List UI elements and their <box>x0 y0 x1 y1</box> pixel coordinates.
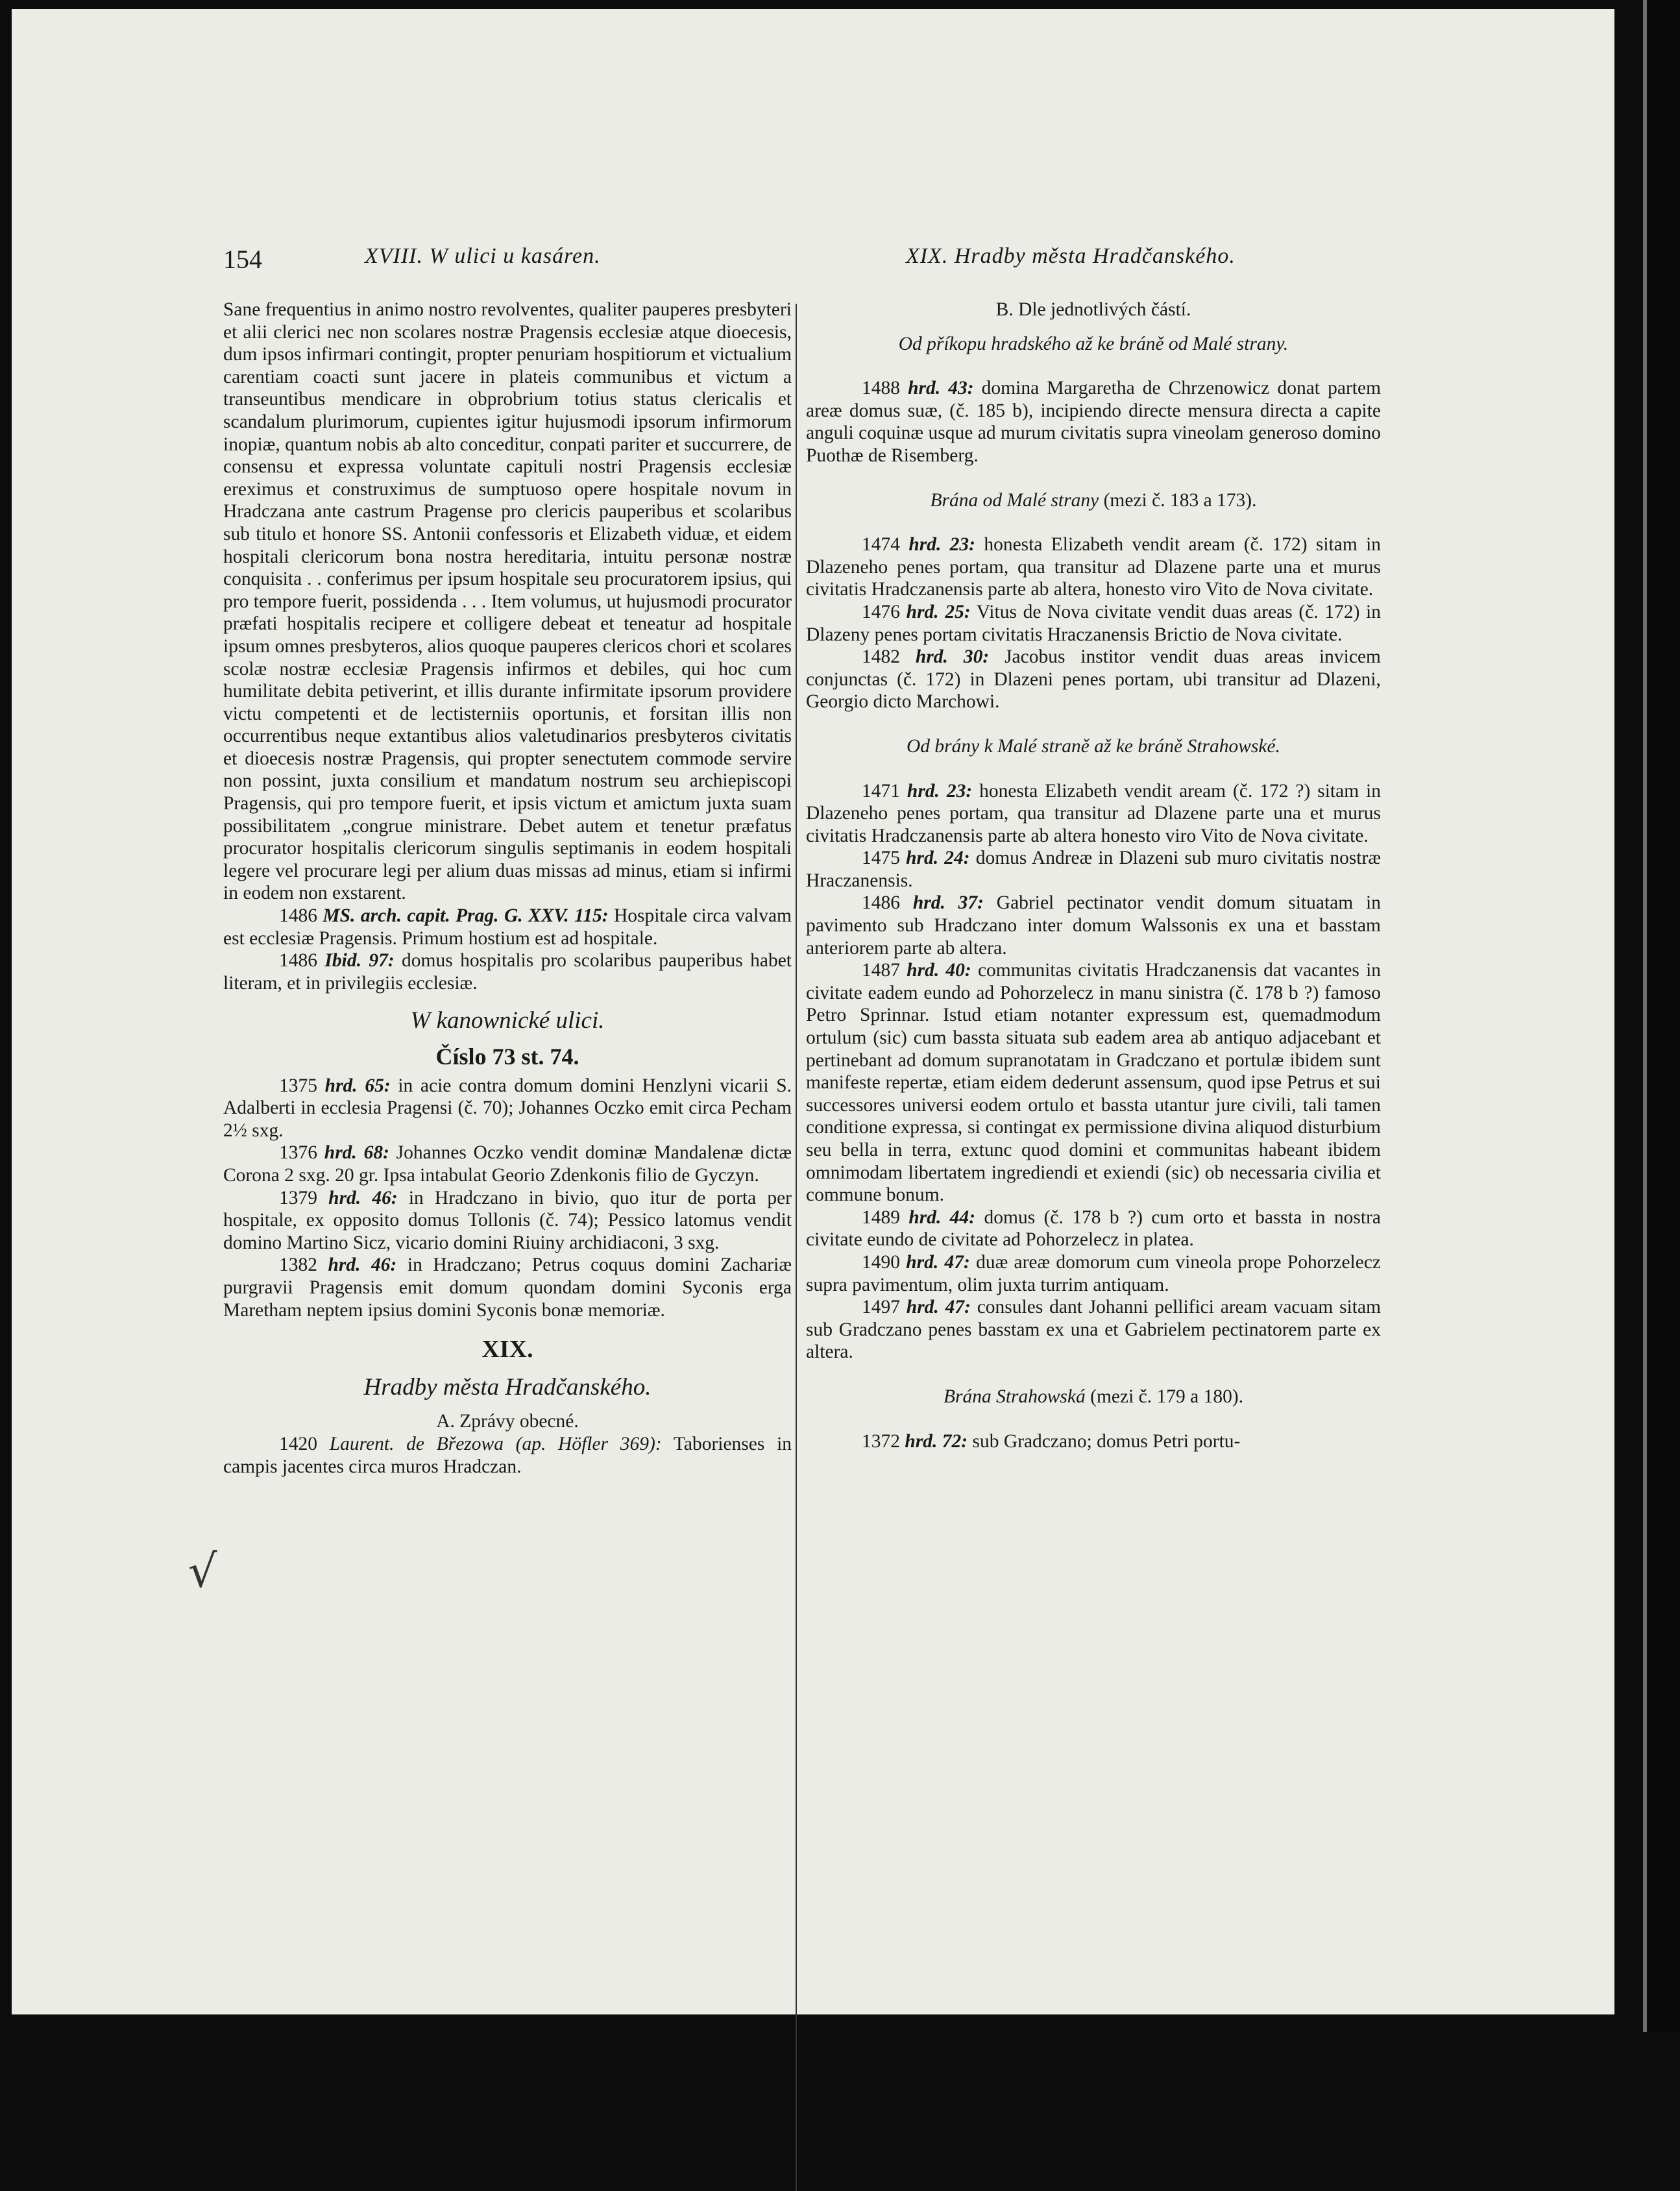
entry-text: Taborienses in campis jacentes circa muros Hradczan. <box>223 1433 792 1477</box>
entry-source: Laurent. de Březowa (ap. Höfler 369): <box>329 1433 662 1454</box>
running-head-left: XVIII. W ulici u kasáren. <box>365 244 601 268</box>
house-number-heading: Číslo 73 st. 74. <box>435 1044 579 1070</box>
entry-text: sub Gradczano; domus Petri portu- <box>972 1430 1241 1452</box>
entry-year: 1486 <box>862 892 900 914</box>
gate-heading-2 <box>806 1386 1381 1408</box>
entry-text: honesta Elizabeth vendit aream (č. 172 ?) sitam in Dlazeneho penes portam, qua transitur ad Dlazene parte una et murus civitatis Hradczanensis parte ab altera honesto viro Vito de Nova civitate. <box>806 780 1382 846</box>
entry-source: Ibid. 97: <box>324 950 395 972</box>
pencil-check-mark-icon: √ <box>188 1545 217 1598</box>
entry-text: in acie contra domum domini Henzlyni vicarii S. Adalberti in ecclesia Pragensi (č. 70); Johannes Oczko emit circa Pecham 2½ sxg. <box>223 1075 792 1141</box>
gate-name: Brána od Malé strany <box>930 489 1099 511</box>
entry-1375 <box>223 1075 792 1142</box>
entry-source: hrd. 43: <box>908 378 974 399</box>
entry-source: hrd. 46: <box>328 1255 397 1276</box>
subsection-b: B. Dle jednotlivých částí. <box>995 299 1191 320</box>
entry-year: 1497 <box>862 1297 900 1318</box>
entry-1376 <box>223 1142 792 1186</box>
entry-1379 <box>223 1187 792 1255</box>
entry-year: 1486 <box>279 950 317 972</box>
charter-paragraph: Sane frequentius in animo nostro revolventes, qualiter pauperes presbyteri et alii clerici nec non scolares nostræ Pragensis ecclesiæ atque dioecesis, dum ipsos infirmari contingit, propter penuriam hospitiorum et victualium carentiam coacti sunt jacere in plateis communibus et victum a transeuntibus mendicare in obprobrium totius status clericalis et scandalum plurimorum, cupientes igitur hujusmodi ipsorum infirmorum inopiæ, quantum nobis ab alto conceditur, conpati pariter et succurrere, de consensu et expressa voluntate capituli nostri Pragensis ecclesiæ ereximus et construximus de sumptuoso opere hospitale novum in Hradczana ante castrum Pragense pro clericis pauperibus et scolaribus sub titulo et honore SS. Antonii confessoris et Elizabeth viduæ, et eidem hospitali clericorum bona nostra hereditaria, intuitu personæ nostræ conquisita . . conferimus per ipsum hospitale seu procuratorem ipsius, qui pro tempore fuerit, possidenda . . . Item volumus, ut hujusmodi procurator præfati hospitalis recipere et colligere debeat et teneatur ad hospitale ipsum omnes presbyteros, alios quoque pauperes clericos chori et scolares scolæ nostræ ecclesiæ Pragensis infirmos et debiles, qui hoc cum humilitate debita petiverint, et illis durante infirmitate ipsorum providere victu competenti et de lectisterniis oportunis, et forsitan illis non occurrentibus neque extantibus alios valetudinarios presbyteros civitatis et dioecesis nostræ Pragensis, qui propter senectutem commode servire non possint, juxta consilium et mandatum nostrum seu archiepiscopi Pragensis, qui pro tempore fuerit, et ipsis victum et amictum juxta suam possibilitatem „congrue ministrare. Debet autem et tenetur præfatus procurator hospitalis clericorum singulis septimanis in eodem hospitali legere vel procurare legi per alium duas missas ad minus, etiam si infirmi in eodem non exstarent. <box>223 299 792 904</box>
entry-1474 <box>806 533 1381 601</box>
entry-1486 <box>806 892 1381 959</box>
entry-text: consules dant Johanni pellifici aream vacuam sitam sub Gradczano penes basstam ex una et Gabrielem pectinatorem parte ex altera. <box>806 1297 1382 1363</box>
page-edge-strip <box>1643 0 1647 2032</box>
entry-year: 1490 <box>862 1251 900 1273</box>
entry-text: Jacobus institor vendit duas areas invicem conjunctas (č. 172) in Dlazeni penes portam, ubi transitur ad Dlazeni, Georgio dicto Marchowi. <box>806 646 1381 713</box>
entry-year: 1486 <box>279 905 317 927</box>
left-column <box>223 299 792 1478</box>
entry-1488 <box>806 377 1381 467</box>
entry-text: Johannes Oczko vendit dominæ Mandalenæ dictæ Corona 2 sxg. 20 gr. Ipsa intabulat Georio Zdenkonis filio de Gyczyn. <box>223 1142 792 1186</box>
entry-1490 <box>806 1251 1381 1296</box>
entry-text: domus Andreæ in Dlazeni sub muro civitatis nostræ Hraczanensis. <box>806 848 1382 891</box>
entry-1486b <box>223 949 792 994</box>
entry-1482 <box>806 646 1381 713</box>
section-heading-1: Od příkopu hradského až ke bráně od Malé strany. <box>898 333 1289 354</box>
entry-text: domus hospitalis pro scolaribus pauperibus habet literam, et in privilegiis ecclesiæ. <box>223 950 792 994</box>
entry-text: Hospitale circa valvam est ecclesiæ Pragensis. Primum hostium est ad hospitale. <box>223 905 792 949</box>
entry-source: hrd. 46: <box>328 1187 398 1208</box>
entry-1475 <box>806 847 1381 892</box>
entry-year: 1379 <box>279 1187 317 1208</box>
entry-1489 <box>806 1206 1381 1251</box>
page-number: 154 <box>223 245 262 274</box>
entry-text: in Hradczano; Petrus coquus domini Zachariæ purgravii Pragensis emit domum quondam domini Syconis erga Maretham neptem ipsius domini Syconis bonæ memoriæ. <box>223 1255 792 1321</box>
entry-year: 1382 <box>279 1255 317 1276</box>
entry-year: 1488 <box>862 378 900 399</box>
column-divider <box>796 304 797 2191</box>
entry-text: Gabriel pectinator vendit domum situatam in pavimento sub Hradczano inter domum Walssonis ex una et basstam anteriorem parte ab altera. <box>806 892 1381 959</box>
entry-text: communitas civitatis Hradczanensis dat vacantes in civitate eadem eundo ad Pohorzelecz in manu sinistra (č. 178 b ?) famoso Petro Sprinnar. Istud etiam notanter expressum est, quemadmodum ortulum (sic) cum bassta situata sub eadem area ab antiquo adjacebant et pertinebant ad domum supranotatam in Gradczano et portulæ ibidem sunt manifeste repertæ, etiam eidem dederunt assensum, quod ipse Petrus et sui successores universi eodem ortulo et bassta utantur jure civili, tali tamen conditione expressa, si contingat ex permissione divina aliquod disturbium seu bella in terra, extunc quod domini et communitas habeant ibidem omnimodam libertatem ingrediendi et exiendi (sic) ob necessaria civilia et commune bonum. <box>806 960 1382 1206</box>
entry-text: domina Margaretha de Chrzenowicz donat partem areæ domus suæ, (č. 185 b), incipiendo directe mensura directa a capite anguli coquinæ usque ad murum civitatis supra vineolam generoso domino Puothæ de Risemberg. <box>806 378 1382 466</box>
entry-source: hrd. 30: <box>915 646 990 668</box>
entry-source: hrd. 23: <box>908 534 975 556</box>
subsection-a: A. Zprávy obecné. <box>436 1411 579 1432</box>
right-column <box>806 299 1381 1452</box>
entry-source: MS. arch. capit. Prag. G. XXV. 115: <box>323 905 609 927</box>
entry-1497 <box>806 1296 1381 1364</box>
section-title: W kanownické ulici. <box>410 1007 605 1034</box>
entry-1471 <box>806 780 1381 848</box>
entry-text: duæ areæ domorum cum vineola prope Pohorzelecz supra pavimentum, olim juxta turrim antiquam. <box>806 1251 1382 1295</box>
entry-year: 1482 <box>862 646 900 668</box>
entry-source: hrd. 23: <box>907 780 973 802</box>
scan-border <box>1643 0 1680 2032</box>
section-heading-2: Od brány k Malé straně až ke bráně Strahowské. <box>907 735 1280 757</box>
entry-year: 1375 <box>279 1075 317 1096</box>
gate-range: (mezi č. 183 a 173). <box>1103 489 1257 511</box>
entry-year: 1489 <box>862 1206 900 1228</box>
entry-year: 1372 <box>862 1430 900 1452</box>
entry-year: 1376 <box>279 1142 317 1164</box>
entry-source: hrd. 47: <box>906 1297 971 1318</box>
entry-source: hrd. 24: <box>906 848 970 869</box>
entry-1420 <box>223 1433 792 1478</box>
entry-text: in Hradczano in bivio, quo itur de porta per hospitale, ex opposito domus Tollonis (č. 74); Pessico latomus vendit domino Martino Sicz, vicario domini Riuiny archidiaconi, 3 sxg. <box>223 1187 792 1253</box>
entry-year: 1475 <box>862 848 900 869</box>
entry-source: hrd. 25: <box>906 601 971 622</box>
entry-source: hrd. 44: <box>908 1206 976 1228</box>
gate-heading-1 <box>806 489 1381 512</box>
entry-year: 1471 <box>862 780 900 802</box>
entry-source: hrd. 68: <box>324 1142 389 1164</box>
entry-source: hrd. 65: <box>324 1075 391 1096</box>
chapter-number: XIX. <box>481 1336 533 1364</box>
entry-1486a <box>223 905 792 949</box>
entry-text: domus (č. 178 b ?) cum orto et bassta in nostra civitate eundo de civitate ad Pohorzelecz in platea. <box>806 1206 1382 1251</box>
entry-1476 <box>806 601 1381 646</box>
gate-name: Brána Strahowská <box>943 1386 1086 1407</box>
entry-1382 <box>223 1254 792 1321</box>
chapter-title: Hradby města Hradčanského. <box>363 1373 651 1401</box>
entry-1487 <box>806 959 1381 1206</box>
entry-text: Vitus de Nova civitate vendit duas areas (č. 172) in Dlazeny penes portam civitatis Hraczanensis Brictio de Nova civitate. <box>806 601 1382 645</box>
entry-year: 1474 <box>862 534 900 556</box>
entry-source: hrd. 47: <box>906 1251 970 1273</box>
entry-year: 1476 <box>862 601 900 622</box>
entry-year: 1420 <box>279 1433 317 1454</box>
entry-year: 1487 <box>862 960 900 981</box>
entry-source: hrd. 72: <box>905 1430 968 1452</box>
entry-source: hrd. 37: <box>912 892 984 914</box>
entry-text: honesta Elizabeth vendit aream (č. 172) sitam in Dlazeneho penes portam, qua transitur ad Dlazene parte una et murus civitatis Hradczanensis parte ab altera, honesto viro Vito de Nova civitate. <box>806 534 1382 600</box>
gate-range: (mezi č. 179 a 180). <box>1090 1386 1244 1407</box>
entry-source: hrd. 40: <box>907 960 971 981</box>
entry-1372 <box>806 1430 1381 1453</box>
running-head-right: XIX. Hradby města Hradčanského. <box>906 244 1236 268</box>
